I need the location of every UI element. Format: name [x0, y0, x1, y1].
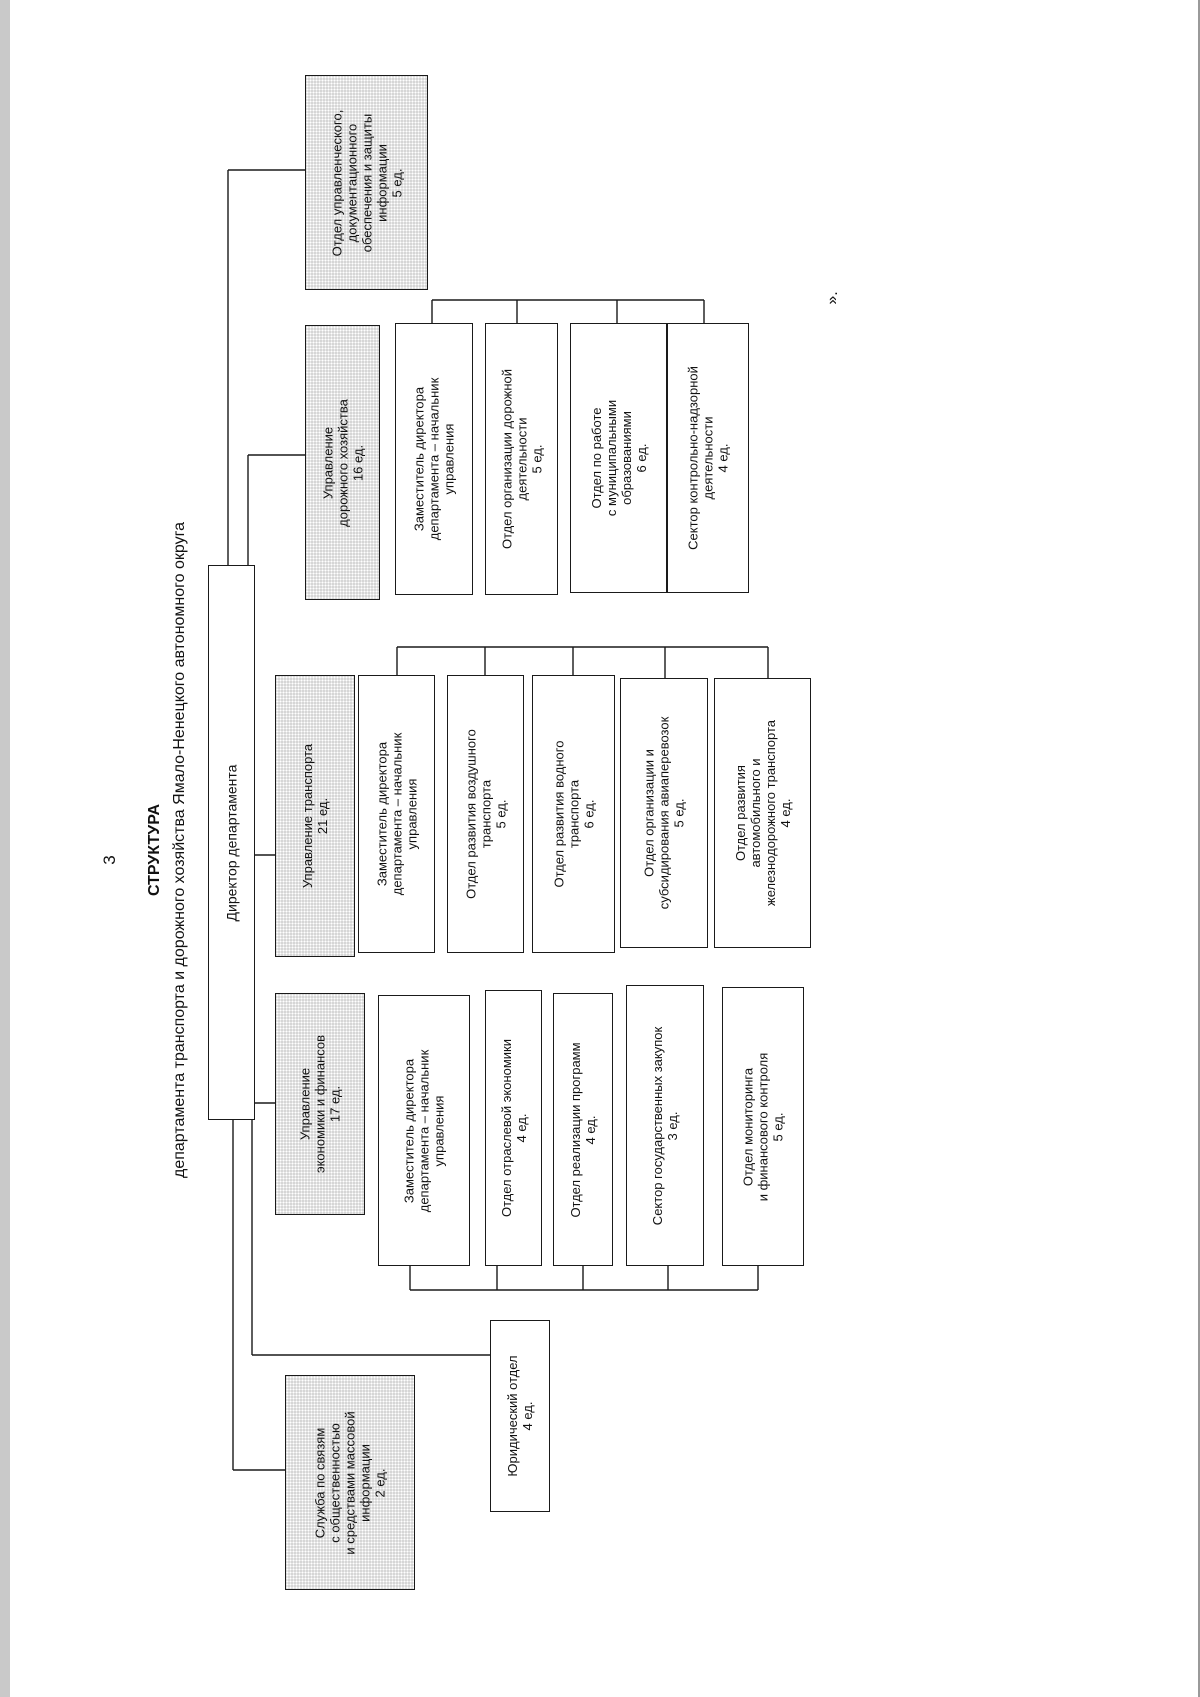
- economy-unit-box: [553, 993, 613, 1266]
- page-title: СТРУКТУРА: [146, 803, 163, 897]
- director-label: Директор департамента: [223, 764, 239, 921]
- documents-line: обеспечения и защиты: [359, 113, 374, 252]
- unit-staff: 4 ед.: [715, 443, 731, 473]
- unit-line: и финансового контроля: [755, 1052, 771, 1201]
- pr-service-line: информации: [357, 1443, 373, 1522]
- unit-line: субсидирования авиаперевозок: [656, 716, 672, 910]
- unit-staff: 6 ед.: [581, 799, 596, 829]
- unit-line: Отдел развития: [732, 765, 748, 861]
- transport-head-line: Управление транспорта: [300, 743, 315, 889]
- documents-line: Отдел управленческого,: [329, 109, 344, 256]
- page-subtitle: департамента транспорта и дорожного хозяйства Ямало-Ненецкого автономного округа: [171, 522, 188, 1178]
- transport-head-box: [275, 675, 355, 957]
- unit-line: Отдел развития воздушного: [463, 729, 478, 899]
- unit-line: автомобильного и: [747, 758, 763, 868]
- subtitle-box: [168, 350, 192, 1350]
- documents-line: информации: [374, 143, 389, 222]
- director-box: [208, 565, 255, 1120]
- unit-line: железнодорожного транспорта: [762, 720, 778, 906]
- economy-unit-box: [626, 985, 704, 1266]
- transport-unit-box: [620, 678, 708, 948]
- unit-staff: 5 ед.: [529, 444, 544, 474]
- unit-line: деятельности: [514, 417, 529, 501]
- page-number: 3: [100, 855, 119, 865]
- pr-service-line: и средствами массовой: [342, 1410, 358, 1555]
- economy-head-box: [275, 993, 365, 1215]
- page-number-box: [96, 845, 124, 875]
- documents-department-box: [305, 75, 428, 290]
- unit-line: Отдел мониторинга: [740, 1067, 756, 1186]
- unit-staff: 4 ед.: [583, 1115, 598, 1144]
- economy-unit-box: [485, 990, 542, 1266]
- pr-service-line: Служба по связям: [312, 1427, 328, 1538]
- pr-service-line: с общественностью: [327, 1422, 343, 1543]
- roads-head-box: [305, 325, 380, 600]
- unit-line: Отдел по работе: [588, 407, 604, 509]
- unit-staff: 5 ед.: [493, 799, 508, 829]
- title-box: [143, 700, 167, 1000]
- unit-staff: 3 ед.: [665, 1111, 680, 1140]
- transport-head-staff: 21 ед.: [315, 797, 330, 835]
- legal-department-box: [490, 1320, 550, 1512]
- unit-line: Сектор контрольно-надзорной: [685, 366, 701, 550]
- unit-staff: 6 ед.: [633, 443, 649, 473]
- legal-department-staff: 4 ед.: [520, 1401, 535, 1431]
- unit-line: Сектор государственных закупок: [650, 1026, 665, 1225]
- transport-unit-box: [447, 675, 524, 953]
- documents-staff: 5 ед.: [389, 168, 404, 197]
- closing-quote-text: ».: [824, 291, 841, 305]
- economy-unit-box: [722, 987, 804, 1266]
- pr-service-box: [285, 1375, 415, 1590]
- roads-unit-box: [570, 323, 667, 593]
- unit-line: транспорта: [478, 779, 493, 849]
- unit-line: Заместитель директора: [411, 386, 427, 532]
- unit-line: департамента – начальник: [416, 1049, 432, 1212]
- unit-line: департамента – начальник: [426, 377, 442, 541]
- roads-head-line: Управление: [320, 426, 335, 499]
- unit-line: деятельности: [700, 416, 716, 500]
- unit-staff: 5 ед.: [671, 798, 687, 828]
- unit-line: Отдел реализации программ: [568, 1041, 583, 1218]
- transport-unit-box: [714, 678, 811, 948]
- unit-staff: 4 ед.: [513, 1113, 529, 1143]
- unit-line: управления: [441, 423, 457, 495]
- unit-staff: 5 ед.: [770, 1112, 786, 1141]
- economy-head-line: Управление: [297, 1067, 313, 1141]
- unit-line: Отдел отраслевой экономики: [498, 1038, 514, 1218]
- pr-service-staff: 2 ед.: [372, 1468, 388, 1497]
- unit-line: управления: [431, 1095, 447, 1166]
- roads-head-staff: 16 ед.: [350, 444, 365, 481]
- unit-line: образованиями: [618, 411, 634, 505]
- unit-line: департамента – начальник: [389, 732, 404, 896]
- documents-line: документационного: [344, 123, 359, 242]
- unit-line: управления: [404, 778, 419, 850]
- economy-head-staff: 17 ед.: [327, 1085, 343, 1123]
- roads-head-line: дорожного хозяйства: [335, 398, 350, 527]
- unit-staff: 4 ед.: [777, 798, 793, 828]
- unit-line: транспорта: [566, 779, 581, 849]
- economy-head-line: экономики и финансов: [312, 1034, 328, 1174]
- legal-department-name: Юридический отдел: [505, 1355, 520, 1477]
- roads-unit-box: [667, 323, 749, 593]
- transport-unit-box: [358, 675, 435, 953]
- unit-line: Отдел развития водного: [551, 740, 566, 888]
- roads-unit-box: [485, 323, 558, 595]
- closing-quote: [818, 288, 848, 308]
- unit-line: Отдел организации дорожной: [499, 368, 514, 550]
- transport-unit-box: [532, 675, 615, 953]
- unit-line: Заместитель директора: [374, 741, 389, 887]
- roads-unit-box: [395, 323, 473, 595]
- unit-line: Отдел организации и: [641, 749, 657, 877]
- economy-unit-box: [378, 995, 470, 1266]
- unit-line: с муниципальными: [603, 399, 619, 517]
- unit-line: Заместитель директора: [401, 1058, 417, 1203]
